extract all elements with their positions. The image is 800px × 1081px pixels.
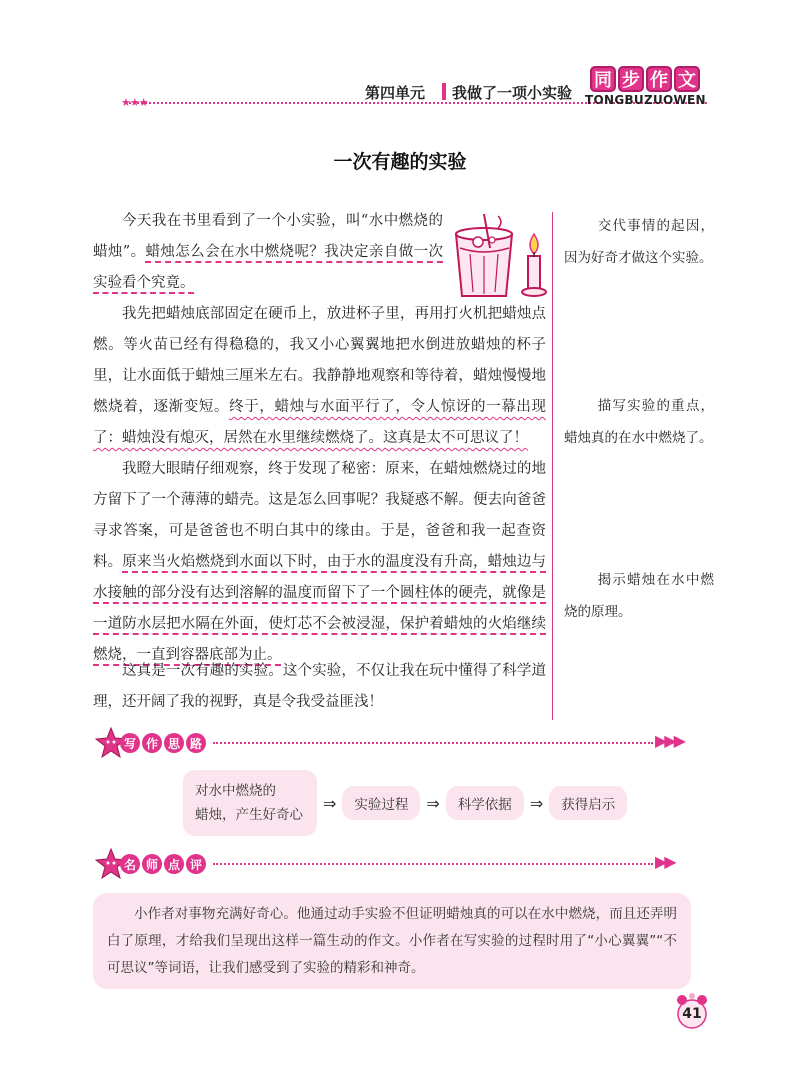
paragraph-1-question: 蜡烛怎么会在水中燃烧呢？我决定亲自做一次实验看个究竟。: [93, 244, 443, 291]
label-char: 点: [164, 854, 184, 874]
label-char: 路: [186, 733, 206, 753]
flow-step-line: 蜡烛，产生好奇心: [195, 807, 303, 823]
page-number-badge: [672, 990, 712, 1030]
page-number: 41: [682, 1006, 702, 1022]
brand-logo: [590, 66, 702, 92]
writing-approach-header: [95, 727, 705, 761]
paragraph-4-text: 这真是一次有趣的实验。这个实验，不仅让我在玩中懂得了科学道理，还开阔了我的视野，真是令我受益匪浅！: [93, 663, 546, 710]
arrows-decoration: ▶▶▶: [655, 731, 683, 750]
page-header: [0, 0, 800, 120]
paragraph-2: [93, 299, 546, 454]
side-note-2: [564, 390, 714, 454]
brand-pinyin: TONGBUZUOWEN: [585, 93, 706, 107]
brand-char: 步: [618, 66, 644, 92]
essay-title: 一次有趣的实验: [333, 151, 467, 173]
paragraph-2-climax: 终于，蜡烛与水面平行了，令人惊讶的一幕出现了：蜡烛没有熄灭，居然在水里继续燃烧了。这真是太不可思议了！: [93, 399, 547, 446]
paragraph-3-principle: 原来当火焰燃烧到水面以下时，由于水的温度没有升高，蜡烛边与水接触的部分没有达到溶解的温度而留下了一个圆柱体的硬壳，就像是一道防水层把水隔在外面，使灯芯不会被浸湿，保护着蜡烛的火焰继续燃烧，一直到容器底部为止。: [93, 554, 546, 663]
dotted-line: [213, 742, 653, 744]
flow-step-evidence: 科学依据: [446, 786, 524, 820]
flow-step-line: 对水中燃烧的: [195, 783, 276, 799]
side-note-3: [564, 564, 714, 628]
paragraph-2-process: 我先把蜡烛底部固定在硬币上，放进杯子里，再用打火机把蜡烛点燃。等火苗已经有得稳稳的，我又小心翼翼地把水倒进放蜡烛的杯子里，让水面低于蜡烛三厘米左右。我静静地观察和等待着，蜡烛慢慢地燃烧着，逐渐变短。: [93, 306, 546, 415]
brand-char: 文: [674, 66, 700, 92]
header-divider: [442, 83, 446, 100]
dotted-line: [213, 863, 653, 865]
header-star-decoration: ★★★: [121, 96, 148, 109]
flow-step-insight: 获得启示: [549, 786, 627, 820]
side-note-3-text: 揭示蜡烛在水中燃烧的原理。: [564, 572, 714, 620]
unit-topic: 我做了一项小实验: [452, 84, 573, 102]
paragraph-4: [93, 656, 546, 718]
teacher-comment-text: 小作者对事物充满好奇心。他通过动手实验不但证明蜡烛真的可以在水中燃烧，而且还弄明白了原理，才给我们呈现出这样一篇生动的作文。小作者在写实验的过程时用了“小心翼翼”“不可思议”等词语，让我们感受到了实验的精彩和神奇。: [107, 906, 677, 976]
label-char: 评: [186, 854, 206, 874]
flow-step-process: 实验过程: [342, 786, 420, 820]
paragraph-1: [93, 206, 443, 299]
flow-step-curiosity: [183, 770, 317, 836]
label-char: 写: [120, 733, 140, 753]
flow-arrow: ⇒: [529, 793, 544, 813]
side-note-2-text: 描写实验的重点，蜡烛真的在水中燃烧了。: [564, 398, 714, 446]
side-note-1: [564, 210, 714, 274]
margin-divider: [552, 212, 553, 720]
teacher-comment-label: [120, 854, 206, 874]
arrows-decoration: ▶▶: [655, 852, 674, 871]
label-char: 作: [142, 733, 162, 753]
unit-label: 第四单元: [365, 84, 426, 102]
side-note-1-text: 交代事情的起因，因为好奇才做这个实验。: [564, 218, 714, 266]
flow-arrow: ⇒: [323, 793, 337, 813]
label-char: 师: [142, 854, 162, 874]
writing-flow: [183, 768, 627, 838]
teacher-comment-header: [95, 848, 705, 882]
glass-candle-illustration: [448, 212, 550, 300]
label-char: 思: [164, 733, 184, 753]
paragraph-3: [93, 454, 546, 671]
brand-char: 同: [590, 66, 616, 92]
brand-char: 作: [646, 66, 672, 92]
paragraph-1-intro: 今天我在书里看到了一个小实验，叫“水中燃烧的蜡烛”。: [93, 213, 443, 260]
teacher-comment-box: [93, 893, 691, 989]
label-char: 名: [120, 854, 140, 874]
flow-arrow: ⇒: [426, 793, 440, 813]
paragraph-3-discovery: 我瞪大眼睛仔细观察，终于发现了秘密：原来，在蜡烛燃烧过的地方留下了一个薄薄的蜡壳。这是怎么回事呢？我疑惑不解。便去向爸爸寻求答案，可是爸爸也不明白其中的缘由。于是，爸爸和我一起查资料。: [93, 461, 546, 570]
writing-approach-label: [120, 733, 206, 753]
